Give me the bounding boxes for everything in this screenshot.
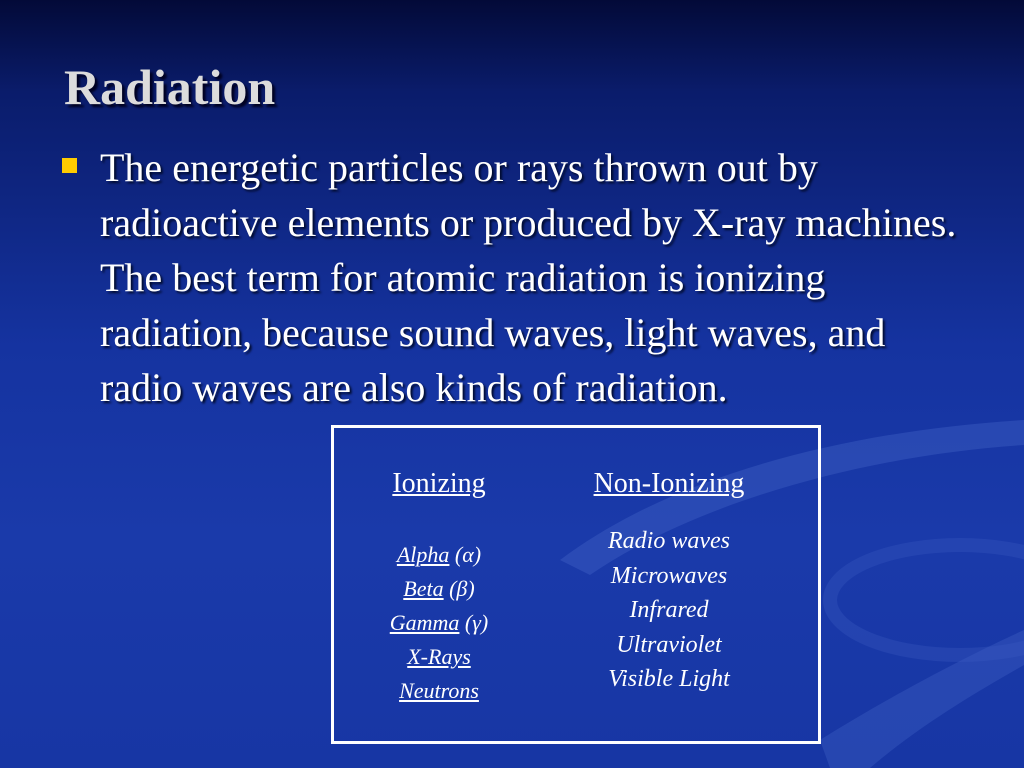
list-item bbox=[334, 538, 544, 572]
neutrons-link[interactable]: Neutrons bbox=[399, 678, 479, 703]
alpha-link[interactable]: Alpha bbox=[396, 542, 450, 567]
list-item bbox=[334, 674, 544, 708]
non-ionizing-heading: Non-Ionizing bbox=[593, 468, 745, 499]
bullet-point bbox=[62, 140, 972, 415]
non-ionizing-list bbox=[544, 524, 794, 697]
gamma-symbol: (γ) bbox=[464, 610, 489, 635]
list-item: Infrared bbox=[629, 597, 709, 623]
radiation-types-table bbox=[331, 425, 821, 744]
list-item: Ultraviolet bbox=[616, 631, 722, 658]
alpha-symbol: (α) bbox=[454, 542, 482, 567]
list-item bbox=[334, 572, 544, 606]
beta-symbol: (β) bbox=[449, 576, 475, 601]
square-bullet-icon bbox=[62, 158, 77, 173]
list-item: Microwaves bbox=[610, 562, 728, 589]
list-item bbox=[334, 606, 544, 640]
bullet-text: The energetic particles or rays thrown out by radioactive elements or produced by X-ray machines. The best term for atomic radiation is ionizing radiation, because sound waves, light waves, and radio waves are also kinds of radiation. bbox=[100, 145, 957, 410]
ionizing-list bbox=[334, 538, 544, 708]
list-item: Radio waves bbox=[608, 528, 730, 554]
beta-link[interactable]: Beta bbox=[403, 576, 444, 601]
slide-title: Radiation bbox=[64, 59, 276, 115]
ionizing-heading: Ionizing bbox=[392, 468, 486, 499]
x-rays-link[interactable]: X-Rays bbox=[407, 644, 471, 669]
gamma-link[interactable]: Gamma bbox=[389, 610, 460, 635]
list-item: Visible Light bbox=[608, 666, 730, 692]
list-item bbox=[334, 640, 544, 674]
